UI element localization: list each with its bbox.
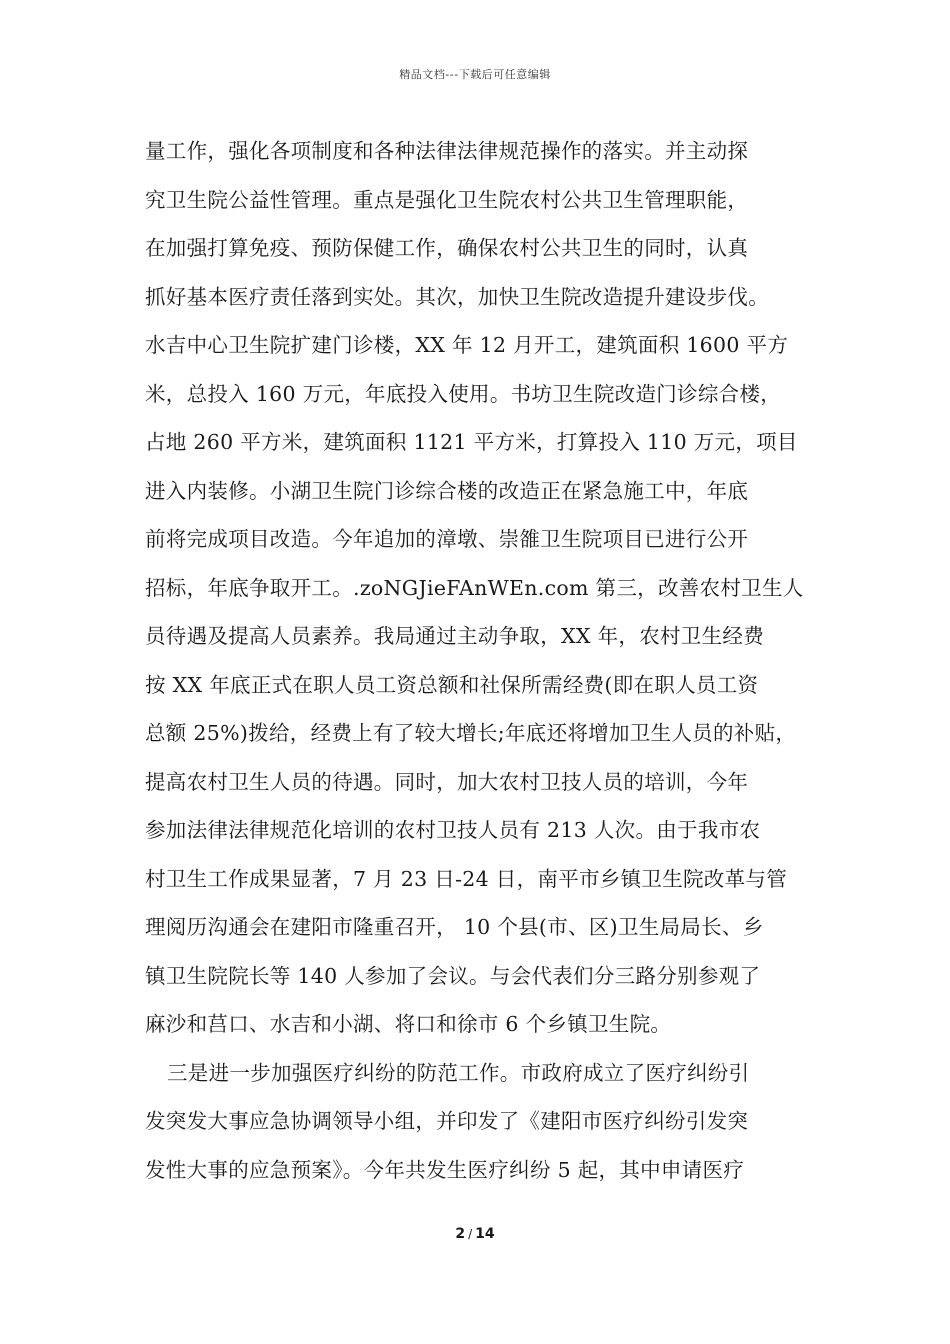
text-line: 前将完成项目改造。今年追加的漳墩、崇雒卫生院项目已进行公开 <box>145 527 749 551</box>
text-line: 发性大事的应急预案》。今年共发生医疗纠纷 5 起，其中申请医疗 <box>145 1157 745 1182</box>
current-page-number: 2 <box>455 1226 466 1242</box>
text-line: 发突发大事应急协调领导小组，并印发了《建阳市医疗纠纷引发突 <box>145 1109 749 1133</box>
text-line: 量工作，强化各项制度和各种法律法律规范操作的落实。并主动探 <box>145 139 749 163</box>
paragraph-start-line: 三是进一步加强医疗纠纷的防范工作。市政府成立了医疗纠纷引 <box>167 1060 750 1085</box>
text-line: 提高农村卫生人员的待遇。同时，加大农村卫技人员的培训，今年 <box>145 769 749 794</box>
text-line: 镇卫生院院长等 140 人参加了会议。与会代表们分三路分别参观了 <box>145 963 761 988</box>
text-line: 进入内装修。小湖卫生院门诊综合楼的改造正在紧急施工中，年底 <box>145 478 749 503</box>
text-line: 员待遇及提高人员素养。我局通过主动争取，XX 年，农村卫生经费 <box>145 624 765 648</box>
text-line: 占地 260 平方米，建筑面积 1121 平方米，打算投入 110 万元，项目 <box>145 430 798 454</box>
document-body <box>145 127 815 1194</box>
text-line: 在加强打算免疫、预防保健工作，确保农村公共卫生的同时，认真 <box>145 236 749 260</box>
text-line: 总额 25%)拨给，经费上有了较大增长;年底还将增加卫生人员的补贴， <box>145 721 797 745</box>
page-separator: / <box>468 1227 473 1241</box>
text-line: 按 XX 年底正式在职人员工资总额和社保所需经费(即在职人员工资 <box>145 672 759 697</box>
text-line: 抓好基本医疗责任落到实处。其次，加快卫生院改造提升建设步伐。 <box>145 284 769 309</box>
text-line: 村卫生工作成果显著，7 月 23 日-24 日，南平市乡镇卫生院改革与管 <box>145 866 788 891</box>
text-line: 麻沙和莒口、水吉和小湖、将口和徐市 6 个乡镇卫生院。 <box>145 1012 672 1036</box>
text-line: 米，总投入 160 万元，年底投入使用。书坊卫生院改造门诊综合楼， <box>145 381 782 406</box>
text-line: 究卫生院公益性管理。重点是强化卫生院农村公共卫生管理职能， <box>145 187 749 212</box>
text-line: 招标，年底争取开工。.zoNGJieFAnWEn.com 第三，改善农村卫生人 <box>145 575 804 600</box>
text-line: 水吉中心卫生院扩建门诊楼，XX 年 12 月开工，建筑面积 1600 平方 <box>145 333 789 357</box>
total-pages-number: 14 <box>475 1226 495 1242</box>
page-header: 精品文档---下载后可任意编辑 <box>399 68 551 81</box>
text-line: 理阅历沟通会在建阳市隆重召开， 10 个县(市、区)卫生局局长、乡 <box>145 915 764 939</box>
page-number <box>0 1226 950 1242</box>
text-line: 参加法律法律规范化培训的农村卫技人员有 213 人次。由于我市农 <box>145 818 761 842</box>
